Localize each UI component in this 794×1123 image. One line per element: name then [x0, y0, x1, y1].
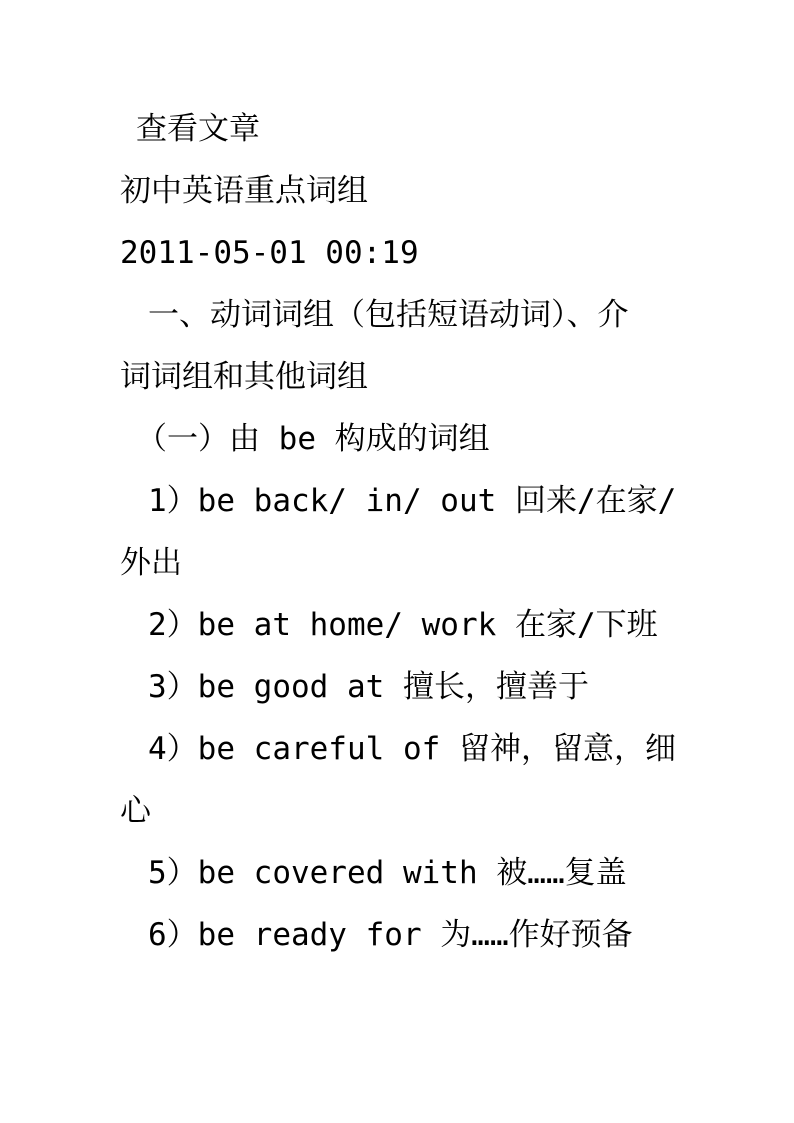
page-heading: 查看文章 — [136, 111, 260, 147]
section-heading-line-1: 一、动词词组（包括短语动词）、介 — [148, 297, 629, 333]
list-item-1: 1）be back/ in/ out 回来/在家/ — [148, 483, 677, 519]
list-item-5: 5）be covered with 被……复盖 — [148, 855, 627, 891]
article-title: 初中英语重点词组 — [120, 173, 368, 209]
list-item-3: 3）be good at 擅长，擅善于 — [148, 669, 589, 705]
article-datetime: 2011-05-01 00:19 — [120, 235, 419, 271]
list-item-2: 2）be at home/ work 在家/下班 — [148, 607, 658, 643]
subsection-heading: （一）由 be 构成的词组 — [136, 421, 490, 457]
list-item-1-continuation: 外出 — [120, 545, 182, 581]
list-item-6: 6）be ready for 为……作好预备 — [148, 917, 633, 953]
list-item-4-continuation: 心 — [120, 793, 151, 829]
section-heading-line-2: 词词组和其他词组 — [120, 359, 368, 395]
document-body — [120, 98, 700, 966]
list-item-4: 4）be careful of 留神，留意，细 — [148, 731, 676, 767]
